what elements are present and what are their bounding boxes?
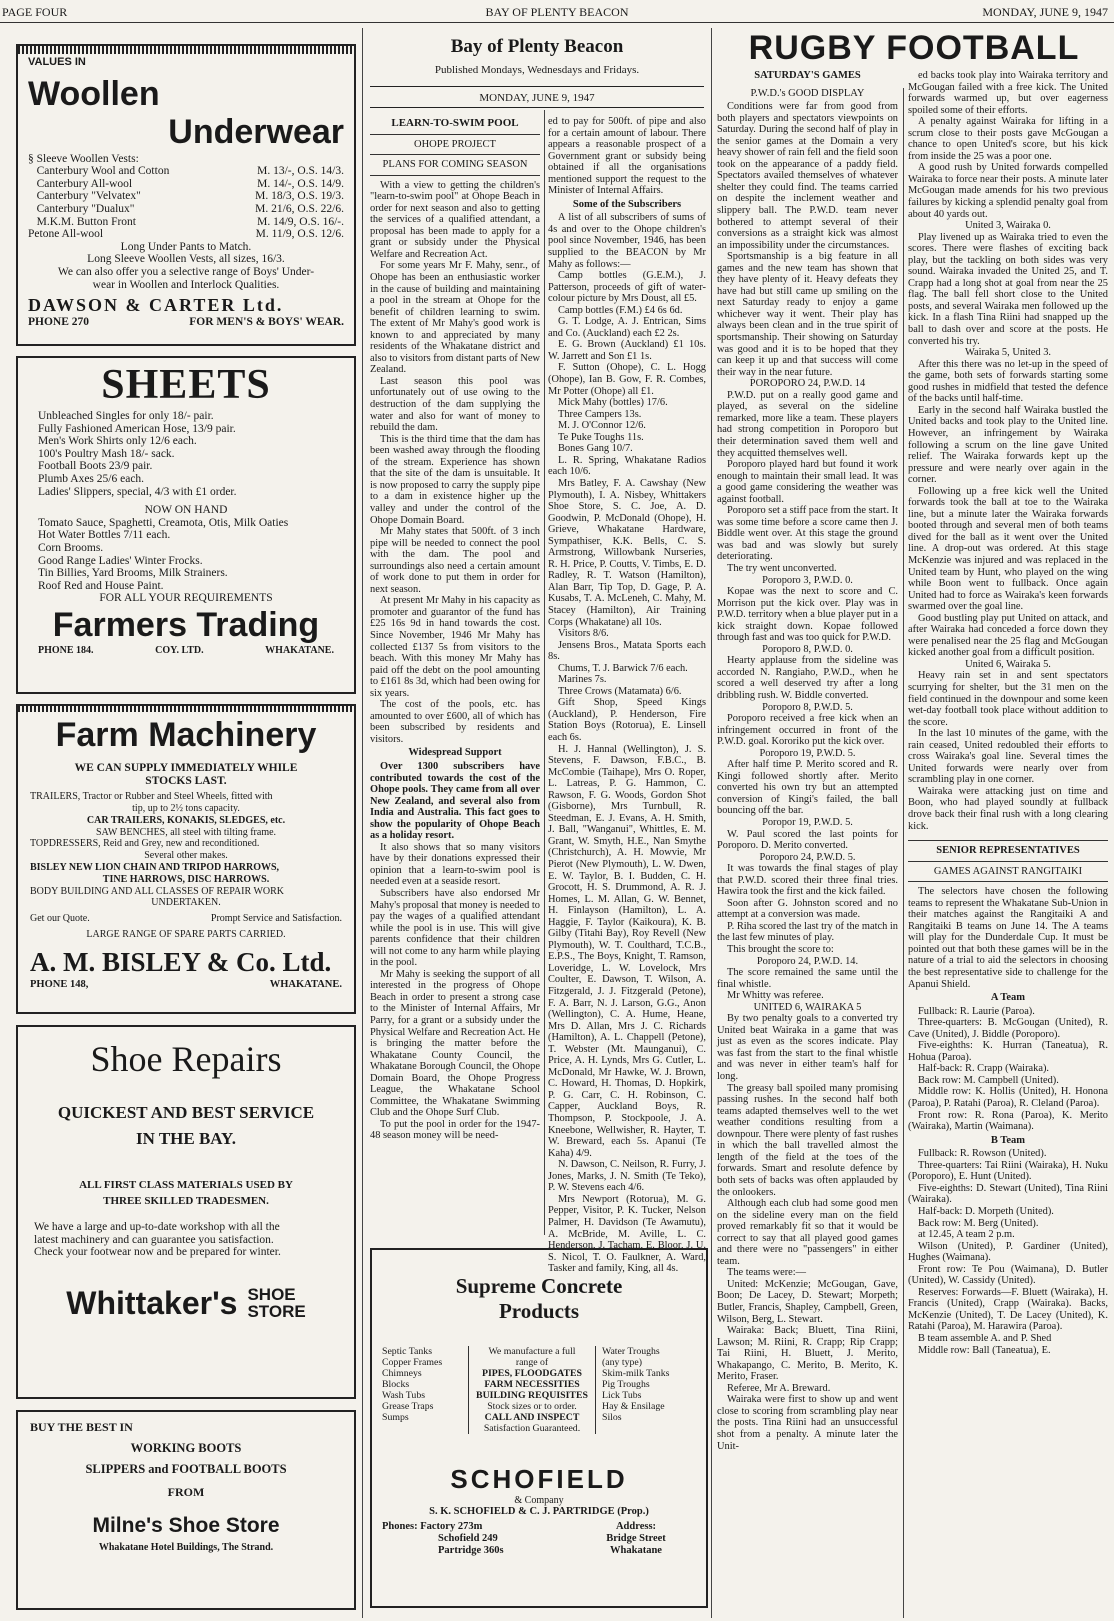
- address-line: Bridge Street: [606, 1533, 666, 1544]
- team-list: [908, 1148, 1108, 1356]
- ad-line: TRAILERS, Tractor or Rubber and Steel Wheels, fitted with: [30, 791, 273, 803]
- ad-line: 100's Poultry Mash 18/- sack.: [38, 447, 175, 460]
- article-para: Sportsmanship is a big feature in all games and the new team has shown that they have plenty of it. Heavy defeats they have had but still came up smiling on the next Saturday ready to enjoy a game whichever way it went. Their play has always been clean and in the true spirit of sportsmanship. Their showing on Saturday was good and it is to be hoped that they can keep it up and that success will come their way in the near future.: [717, 251, 898, 378]
- ad-pretitle: VALUES IN: [28, 56, 86, 68]
- ad-line: We can also offer you a selective range of Boys' Under-: [57, 265, 315, 278]
- ad-title: SHEETS: [101, 362, 271, 408]
- ad-line: Men's Work Shirts only 12/6 each.: [38, 435, 197, 448]
- score-line: United 3, Wairaka 0.: [965, 220, 1051, 232]
- article-para: It also shows that so many visitors have by their donations expressed their opinion that a learn-to-swim pool is needed even at a seaside resort.: [370, 841, 540, 888]
- column-rule: [711, 28, 712, 1618]
- score-line: Wairaka 5, United 3.: [964, 347, 1051, 359]
- milne-ad: [16, 1410, 356, 1610]
- article-para: To put the pool in order for the 1947-48 season money will be need-: [370, 1118, 540, 1142]
- price-row: [28, 165, 344, 178]
- ad-text: WORKING BOOTS: [130, 1441, 242, 1455]
- ad-line: Long Sleeve Woollen Vests, all sizes, 16/3.: [87, 253, 285, 266]
- firm-store: [247, 1286, 305, 1320]
- ad-subhead: FOR ALL YOUR REQUIREMENTS: [99, 592, 273, 605]
- ad-text: latest machinery and can guarantee you satisfaction.: [34, 1233, 274, 1246]
- ad-text: Get our Quote.: [30, 913, 90, 925]
- masthead: [370, 34, 704, 108]
- article-subhead: PLANS FOR COMING SEASON: [382, 159, 528, 171]
- firm-name: Whittaker's: [66, 1284, 238, 1321]
- firm-sub: & Company: [514, 1495, 564, 1506]
- article-body: [370, 180, 540, 746]
- article-para: In the last 10 minutes of the game, with the rain ceased, United redoubled their efforts to cross Wairaka's goal line. Several times the United forwards were nearly over from scrambling play in one corner.: [908, 728, 1108, 786]
- ad-subhead: WE CAN SUPPLY IMMEDIATELY WHILE: [74, 762, 298, 774]
- score-line: Poroporo 8, P.W.D. 5.: [762, 701, 853, 713]
- ad-text: Check your footwear now and be prepared for winter.: [34, 1246, 281, 1259]
- address-line: Whakatane: [610, 1545, 662, 1556]
- page-date: MONDAY, JUNE 9, 1947: [982, 5, 1108, 19]
- article-para: Fullback: R. Laurie (Paroa).: [918, 1005, 1035, 1017]
- team-head: B Team: [990, 1134, 1026, 1146]
- article-para: Mr Mahy is seeking the support of all interested in the progress of Ohope Beach in order to present a strong case to the Minister of Internal Affairs, Mr Parry, for a grant or a subsidy under the Physical Welfare and Recreation Act. He is bringing the matter before the Whakatane County Council, the Whakatane Borough Council, the Ohope Domain Board, the Ohope Progress League, the Whakatane School Committee, the Whakatane Swimming Club and the Ohope Surf Club.: [370, 968, 540, 1119]
- article-para: Mrs Newport (Rotorua), M. G. Pepper, Visitor, P. K. Tucker, Nelson Palmer, H. Davidson (Te Awamutu), A. McBride, M. Aville, L. C. Henderson, J. Tacham, E. Bloor, J. U. S. Nicol, T. O. Faulkner, A. Ward, Tasker and family, King, all 4s.: [548, 1193, 706, 1275]
- article-para: Wairaka: Back; Bluett, Tina Riini, Lawson; M. Riini, R. Crapp; Rip Crapp; Tai Riini, H. Bluett, J. Merito, Whakapango, C. Merito, B. Merito, K. Merito, Fraser.: [717, 1325, 898, 1383]
- ad-text: [28, 241, 344, 291]
- article-para: Camp bottles (G.E.M.), J. Patterson, proceeds of gift of water-colour picture by Mrs Doust, all £5.: [548, 270, 706, 305]
- article-para: For some years Mr F. Mahy, senr., of Ohope has been an enthusiastic worker in the cause of building and maintaining a pool in the stream at Ohope for the benefit of children learning to swim. The extent of Mr Mahy's good work is known to and appreciated by many residents of the Whakatane district and also to visitors from distant parts of New Zealand.: [370, 260, 540, 376]
- ad-text: BUY THE BEST IN: [30, 1420, 133, 1434]
- price-row: [28, 153, 344, 166]
- firm-footer: [30, 979, 342, 992]
- ad-line: wear in Woollen and Interlock Qualities.: [92, 278, 280, 291]
- article-para: Three-quarters: B. McGougan (United), R. Cave (United), J. Biddle (Poroporo).: [908, 1017, 1108, 1040]
- article-para: Over 1300 subscribers have contributed towards the cost of the Ohope pools. They came from all over New Zealand, and several also from India and Australia. This fact goes to show the popularity of Ohope Beach as a holiday resort.: [370, 760, 540, 842]
- ad-text: We have a large and up-to-date workshop with all the: [34, 1221, 280, 1233]
- product-item: Water Troughs: [602, 1346, 660, 1357]
- price-row: [28, 216, 344, 229]
- article-para: A list of all subscribers of sums of 4s and over to the Ohope children's pool since November, 1946, has been supplied to the BEACON by Mr Mahy as follows:—: [548, 212, 706, 270]
- article-para: N. Dawson, C. Neilson, R. Furry, J. Jones, Marks, J. N. Smith (Te Teko), P. W. Stevens each 4/6.: [548, 1159, 706, 1194]
- farm-machinery-ad: [16, 704, 356, 1014]
- firm-name: Farmers Trading: [52, 605, 320, 644]
- article-para: Last season this pool was unfortunately out of use owing to the destruction of the dam supplying the water and also for want of money to rebuild the dam.: [370, 375, 540, 434]
- item-name: Petone All-wool: [28, 228, 104, 241]
- section-head: Widespread Support: [408, 747, 502, 759]
- product-item: Satisfaction Guaranteed.: [483, 1423, 581, 1434]
- tagline: FOR MEN'S & BOYS' WEAR.: [189, 316, 344, 329]
- stock-list: [38, 517, 334, 593]
- ad-line: UNDERTAKEN.: [151, 897, 221, 909]
- article-para: Mr Mahy states that 500ft. of 3 inch pipe will be needed to connect the pool with the dam. The pool and surroundings also need a certain amount of work done to put them in order for next season.: [370, 526, 540, 595]
- article-para: ed to pay for 500ft. of pipe and also for a certain amount of labour. There appears a reasonable prospect of a Government grant or subsidy being obtained if all the organisations mentioned support the request to the Minister of Internal Affairs.: [548, 116, 706, 197]
- product-item: Skim-milk Tanks: [602, 1368, 670, 1379]
- article-para: H. J. Hannal (Wellington), J. S. Stevens, F. Dawson, F.B.C., B. McCombie (Taihape), Mrs O. Roper, L. Latreas, P. G. Hammon, C. Rawson, F. G. Woods, Gordon Shot (Gisborne), Mrs Turnbull, R. Steedman, E. J. Evans, A. H. Smith, J. Ball, "Wanganui", Whittles, E. M. Grant, W. Smyth, H.E., Nan Smythe (Christchurch), A. H. Mowvie, Mr Pierot (New Plymouth), L. W. Dwen, E. W. Taylor, B. I. Budden, C. H. Grocott, H. S. Drummond, A. R. J. Homes, L. M. Allan, G. W. Bennet, H. Finlayson (Hamilton), L. A. Haggie, F. Taylor (Kaikoura), K. B. Gilby (Titahi Bay), Roy Revell (New Plymouth), W. T. Coulthard, T.C.B., E.P.S., The Boys, Knight, T. Ramson, Loveridge, L. W. Lovelock, Mrs Coulter, E. Dawson, T. Wilson, A. Fitzgerald, J. J. Fitzgerald (Petone), F. A. Barr, N. J. Larson, G.G., Anon (Wellington), C. A. Hume, Heane, Mrs D. Allan, Mrs J. C. Richards (Hamilton), A. L. Chappell (Petone), T. Webster (Mt. Maunganui), C. Price, A. H. Lynds, Mrs G. Cutler, L. McDonald, Mr Hawke, W. J. Brown, C. Howard, H. Thomas, D. Hopkirk, P. G. Carr, C. H. Robinson, C. Capper, Auckland Boys, R. Thompson, P. Stockpoole, J. A. Kneebone, Wellwisher, R. Hayter, T. W. Breward, each 5s. Apanui (Te Kaha) 4/9.: [548, 743, 706, 1159]
- paper-name: BAY OF PLENTY BEACON: [485, 5, 629, 19]
- team-head: A Team: [990, 992, 1026, 1004]
- product-item: Grease Traps: [382, 1401, 434, 1412]
- article-para: The try went unconverted.: [727, 562, 837, 574]
- address: [576, 1521, 696, 1557]
- ad-text: FROM: [167, 1485, 205, 1499]
- article-para: The cost of the pools, etc. has amounted to over £600, all of which has been subscribed by residents and visitors.: [370, 699, 540, 745]
- shoe-repairs-ad: [16, 1025, 356, 1399]
- ad-title: Farm Machinery: [55, 716, 317, 754]
- firm-footer: [38, 645, 334, 658]
- article-para: Mick Mahy (bottles) 17/6.: [558, 397, 668, 409]
- ad-line: Tomato Sauce, Spaghetti, Creamota, Otis, Milk Oaties: [38, 516, 289, 529]
- article-para: Good bustling play put United on attack, and after Wairaka had conceded a force down they were penalised near the 25 flag and McGougan kicked another goal from a difficult position.: [908, 612, 1108, 659]
- ad-line: TOPDRESSERS, Reid and Grey, new and reconditioned.: [30, 838, 260, 850]
- price-row: [28, 228, 344, 241]
- article-para: The teams were:—: [727, 1267, 807, 1279]
- article-para: F. Sutton (Ohope), C. L. Hogg (Ohope), Ian B. Gow, F. R. Combes, Mr Potter (Ohope) all £1.: [548, 362, 706, 397]
- article-para: Five-eighths: K. Hurran (Taneatua), R. Hohua (Paroa).: [908, 1040, 1108, 1063]
- ad-line: Long Under Pants to Match.: [120, 240, 252, 253]
- ad-title: Supreme Concrete: [455, 1274, 623, 1298]
- phone-line: Phones: Factory 273m: [382, 1521, 483, 1532]
- item-price: M. 14/9, O.S. 16/-.: [257, 215, 344, 228]
- product-item: CALL AND INSPECT: [484, 1412, 580, 1423]
- town: WHAKATANE.: [265, 644, 334, 656]
- product-item: Silos: [602, 1412, 622, 1423]
- masthead-date: MONDAY, JUNE 9, 1947: [479, 92, 595, 104]
- article-para: Three-quarters: Tai Riini (Wairaka), H. Nuku (Poroporo), E. Hunt (United).: [908, 1159, 1108, 1183]
- product-list: [598, 1346, 696, 1434]
- item-price: M. 13/-, O.S. 14/3.: [257, 165, 344, 178]
- article-para: Poroporo played hard but found it work enough to maintain their small lead. It was a good game considering the weather was against football.: [717, 459, 898, 505]
- article-para: Back row: M. Berg (United).: [918, 1217, 1039, 1229]
- article-para: ed backs took play into Wairaka territory and McGougan failed with a free kick. The United forwards warmed up, but over eagerness spoiled some of their efforts.: [908, 70, 1108, 116]
- article-para: This brought the score to:: [727, 944, 834, 956]
- product-item: Septic Tanks: [382, 1346, 433, 1357]
- article-para: L. R. Spring, Whakatane Radios each 10/6.: [548, 454, 706, 478]
- item-name: Canterbury All-wool: [28, 177, 133, 190]
- article-para: Marines 7s.: [558, 674, 607, 686]
- rule: [370, 134, 540, 135]
- store-word: SHOE: [247, 1285, 296, 1305]
- item-price: M. 11/9, O.S. 12/6.: [255, 228, 344, 241]
- article-para: A penalty against Wairaka for lifting in a scrum close to their posts gave McGougan a chance to open United's score, but his kick from inside the 25 was a poor one.: [908, 116, 1108, 162]
- score-line: POROPORO 24, P.W.D. 14: [749, 378, 866, 390]
- article-para: E. G. Brown (Auckland) £1 10s. W. Jarrett and Son £1 1s.: [548, 339, 706, 362]
- score-line: United 6, Wairaka 5.: [965, 658, 1051, 670]
- product-item: Copper Frames: [382, 1357, 443, 1368]
- ad-line: Corn Brooms.: [38, 541, 104, 554]
- ad-line: SAW BENCHES, all steel with tilting frame.: [95, 826, 277, 838]
- article-para: Front row: R. Rona (Paroa), K. Merito (Wairaka), Martin (Waimana).: [908, 1109, 1108, 1133]
- price-list: [28, 153, 344, 241]
- phone: PHONE 148,: [30, 978, 89, 990]
- ad-subhead: QUICKEST AND BEST SERVICE: [57, 1103, 315, 1122]
- article-para: G. T. Lodge, A. J. Entrican, Sims and Co. (Auckland) each £2 2s.: [548, 316, 706, 339]
- product-list: [382, 1346, 466, 1434]
- phone-line: Schofield 249: [438, 1533, 498, 1544]
- ad-line: BODY BUILDING AND ALL CLASSES OF REPAIR WORK: [30, 885, 285, 897]
- article-headline: LEARN-TO-SWIM POOL: [391, 117, 519, 129]
- masthead-subtitle: Published Mondays, Wednesdays and Fridays.: [434, 64, 640, 76]
- ad-line: Hot Water Bottles 7/11 each.: [38, 529, 171, 542]
- product-list: [30, 791, 342, 941]
- team-list: [908, 1006, 1108, 1133]
- ad-line: Several other makes.: [144, 850, 228, 862]
- swim-article-col1: [370, 116, 540, 1142]
- article-para: It was towards the final stages of play that P.W.D. scored their three final tries. Hawira took the first and the kick failed.: [717, 863, 898, 898]
- article-para: Te Puke Toughs 11s.: [558, 431, 644, 443]
- article-para: Conditions were far from good from both players and spectators viewpoints on Saturday. During the second half of play in the senior games at the Domain a very heavy shower of rain fell and the field soon took on the appearance of a paddy field. Spectators availed themselves of whatever shelter they could find. The teams carried on despite the inclement weather and slippery ball. The P.W.D. team never bothered to attempt several of their conversions as a straight kick was almost an impossibility under the circumstances.: [717, 101, 898, 251]
- rugby-col1: [717, 68, 898, 1452]
- concrete-ad: [370, 1248, 708, 1608]
- ad-line: TINE HARROWS, DISC HARROWS.: [102, 873, 270, 885]
- product-item: Wash Tubs: [382, 1390, 426, 1401]
- product-item: Blocks: [382, 1379, 410, 1390]
- phones: [382, 1521, 542, 1557]
- phone: PHONE 270: [28, 316, 90, 329]
- phone: PHONE 184.: [38, 644, 94, 656]
- item-name: § Sleeve Woollen Vests:: [28, 152, 139, 165]
- article-para: Mrs Batley, F. A. Cawshay (New Plymouth), I. A. Nisbey, Whittakers Shoe Store, S. C. Joe, A. D. Goodwin, P. McDonald (Ohope), H. Grieve, Whakatane Hardware, Sympathiser, K.K. Bells, C. S. Armstrong, Willowbank Nurseries, R. H. Price, P. Coutts, V. Timbs, E. D. Radley, R. T. Watson (Hamilton), Alan Barr, Tip Top, D. Gage, P. A. Kusabs, T. A. McLeneh, C. Mahy, M. Stacey (Hamilton), Air Training Corps (Whakatane) all 10s.: [548, 477, 706, 628]
- ad-title-2: Products: [498, 1299, 580, 1323]
- hatched-top: [18, 46, 354, 54]
- column-rule: [362, 28, 363, 1618]
- store-word: STORE: [247, 1302, 306, 1322]
- article-para: Wilson (United), P. Gardiner (United), Hughes (Waimana).: [908, 1240, 1108, 1264]
- ad-text: ALL FIRST CLASS MATERIALS USED BY: [79, 1179, 293, 1191]
- firm-address: Whakatane Hotel Buildings, The Strand.: [98, 1542, 274, 1553]
- score-line: Poroporo 19, P.W.D. 5.: [759, 747, 856, 759]
- article-para: With a view to getting the children's "learn-to-swim pool" at Ohope Beach in order for next season and also to getting the services of a qualified attendant, a proposal has been made to apply for a grant or subsidy under the Physical Welfare and Recreation Act.: [370, 179, 540, 260]
- item-price: M. 18/3, O.S. 19/3.: [255, 190, 344, 203]
- article-subhead: SATURDAY'S GAMES: [754, 70, 861, 81]
- article-body: [548, 212, 706, 1274]
- article-para: At present Mr Mahy in his capacity as promoter and guarantor of the fund has £25 16s 9d in hand towards the cost. Since November, 1946 Mr Mahy has collected £137 5s from visitors to the beach. With this money Mr Mahy has paid off the debt on the pool amounting to £161 8s 3d, which had been owing for six years.: [370, 595, 540, 699]
- article-para: Wairaka were attacking just on time and Boon, who had played soundly at fullback drove back their final rush with a long clearing kick.: [908, 785, 1108, 832]
- ad-title: Woollen: [28, 74, 160, 113]
- score-line: UNITED 6, WAIRAKA 5: [753, 1001, 862, 1013]
- ad-line: BISLEY NEW LION CHAIN AND TRIPOD HARROWS,: [30, 861, 280, 873]
- article-para: By two penalty goals to a converted try United beat Wairaka in a game that was just as even as the scores indicate. Play was fast from the start to the final whistle and was never in either team's half for long.: [717, 1013, 898, 1083]
- article-para: Poroporo received a free kick when an infringement occurred in front of the P.W.D. goal. Kororiko put the kick over.: [717, 713, 898, 748]
- firm-footer: [28, 316, 344, 329]
- article-para: at 12.45, A team 2 p.m.: [918, 1229, 1015, 1241]
- score-line: Poroporo 8, P.W.D. 0.: [762, 643, 853, 655]
- article-para: Gift Shop, Speed Kings (Auckland), P. Henderson, Fire Station Boys (Rotorua), E. Linsell each 6s.: [548, 697, 706, 743]
- ad-title: Shoe Repairs: [90, 1039, 282, 1079]
- ad-subhead: IN THE BAY.: [135, 1129, 236, 1148]
- firm-block: [34, 1285, 338, 1322]
- article-para: Middle row: K. Hollis (United), H. Honona (Paroa), P. Ratahi (Paroa), R. Cleland (Paroa).: [908, 1086, 1108, 1110]
- contact-block: [382, 1521, 696, 1557]
- column-rule: [544, 110, 545, 1235]
- section-head: SENIOR REPRESENTATIVES: [936, 845, 1080, 857]
- ad-line: Roof Red and House Paint.: [38, 579, 164, 592]
- article-para: Back row: M. Campbell (United).: [918, 1074, 1059, 1086]
- article-para: Heavy rain set in and sent spectators scurrying for shelter, but the 31 men on the field continued in the downpour and some keen wet-day football took place without addition to the score.: [908, 670, 1108, 728]
- article-subhead: OHOPE PROJECT: [414, 138, 496, 150]
- product-item: Hay & Ensilage: [602, 1401, 665, 1412]
- phone-line: Partridge 360s: [438, 1545, 504, 1556]
- rule: [908, 861, 1108, 862]
- item-price: M. 14/-, O.S. 14/9.: [257, 177, 344, 190]
- sheets-ad: [16, 356, 356, 694]
- article-para: Referee, Mr A. Breward.: [727, 1382, 831, 1394]
- price-row: [28, 190, 344, 203]
- product-item: We manufacture a full: [488, 1346, 576, 1357]
- article-para: Reserves: Forwards—F. Bluett (Wairaka), H. Francis (United), Crapp (Wairaka). Backs, McKenzie (United), T. De Lacey (United), K. Ratahi (Paroa), M. Harawira (Paroa).: [908, 1286, 1108, 1333]
- masthead-title: Bay of Plenty Beacon: [450, 36, 624, 57]
- ad-text: Prompt Service and Satisfaction.: [210, 913, 342, 925]
- article-para: After this there was no let-up in the speed of the game, both sets of forwards starting some good rushes in midfield that tested the defence of the backs until half-time.: [908, 358, 1108, 405]
- product-item: PIPES, FLOODGATES: [482, 1368, 582, 1379]
- article-para: Following up a free kick well the United forwards took the ball at toe to the Wairaka line, but a minute later the Wairaka forwards booted through and several men of both teams dived for the ball as it went over the United line. A drop-out was ordered. At this stage McKenzie was injured and was replaced in the United team by Hunt, who played on the wing while Boon went to fullback. Once again United had to force as Wairaka's keen forwards swarmed over the goal line.: [908, 485, 1108, 613]
- article-title: RUGBY FOOTBALL: [748, 29, 1080, 67]
- score-line: Poroporo 24, P.W.D. 5.: [759, 851, 856, 863]
- rugby-col2: [908, 70, 1108, 1356]
- score-line: Poropor 19, P.W.D. 5.: [762, 817, 853, 828]
- ad-line: CAR TRAILERS, KONAKIS, SLEDGES, etc.: [86, 814, 286, 826]
- article-body: [908, 70, 1108, 832]
- article-para: Three Crows (Matamata) 6/6.: [558, 685, 682, 697]
- article-para: Jensens Bros., Matata Sports each 8s.: [548, 639, 706, 663]
- ad-subhead: STOCKS LAST.: [145, 774, 227, 787]
- product-item: Lick Tubs: [602, 1390, 642, 1401]
- article-para: Three Campers 13s.: [558, 408, 642, 420]
- article-para: Five-eighths: D. Stewart (United), Tina Riini (Wairaka).: [908, 1182, 1108, 1206]
- product-item: range of: [515, 1357, 549, 1368]
- item-name: M.K.M. Button Front: [28, 215, 136, 228]
- ad-text: THREE SKILLED TRADESMEN.: [103, 1195, 269, 1207]
- article-para: Wairaka were first to show up and went close to scoring from scrambling play near the posts. Tina Riini had an unsuccessful shot from a penalty. A minute later the Unit-: [717, 1394, 898, 1452]
- article-para: The selectors have chosen the following teams to represent the Whakatane Sub-Union in their matches against the Rangitaiki A and Rangitaiki B teams on June 14. The A teams will play for the Dunderdale Cup. It must be pointed out that both these games will be in the nature of a trial to aid the selectors in choosing the best representative side to challenge for the Apanui Shield.: [908, 886, 1108, 990]
- article-para: Middle row: Ball (Taneatua), E.: [918, 1344, 1051, 1356]
- article-body: [717, 101, 898, 1452]
- price-list: [38, 410, 334, 498]
- ad-line: tip, up to 2½ tons capacity.: [132, 802, 240, 814]
- article-para: Visitors 8/6.: [558, 628, 609, 640]
- rugby-article: [717, 28, 1111, 68]
- rule: [908, 881, 1108, 882]
- rule: [908, 840, 1108, 841]
- article-para: Chums, T. J. Barwick 7/6 each.: [558, 662, 688, 674]
- article-para: P. Riha scored the last try of the match in the last few minutes of play.: [717, 920, 898, 944]
- address-line: Address:: [615, 1521, 657, 1532]
- section-head: GAMES AGAINST RANGITAIKI: [933, 865, 1083, 877]
- town: WHAKATANE.: [269, 978, 342, 990]
- item-name: Canterbury "Dualux": [28, 202, 135, 215]
- article-subhead: P.W.D.'s GOOD DISPLAY: [750, 87, 865, 99]
- article-para: Camp bottles (F.M.) £4 6s 6d.: [558, 304, 683, 316]
- article-para: M. J. O'Connor 12/6.: [558, 420, 646, 432]
- firm-name: DAWSON & CARTER Ltd.: [28, 295, 284, 316]
- proprietors: S. K. SCHOFIELD & C. J. PARTRIDGE (Prop.): [429, 1506, 649, 1517]
- page-label: PAGE FOUR: [2, 5, 68, 19]
- article-para: Hearty applause from the sideline was accorded N. Rangiaho, P.W.D., when he scored a well deserved try after a long dribbling rush. W. Biddle converted.: [717, 655, 898, 701]
- ad-line: [30, 913, 342, 925]
- article-para: Soon after G. Johnston scored and no attempt at a conversion was made.: [717, 897, 898, 921]
- product-list: [468, 1346, 596, 1434]
- article-para: Half-back: D. Morpeth (United).: [918, 1205, 1054, 1217]
- article-para: Fullback: R. Rowson (United).: [918, 1148, 1047, 1160]
- ad-line: Plumb Axes 25/6 each.: [38, 472, 145, 485]
- article-para: The greasy ball spoiled many promising passing rushes. In the second half both teams adapted themselves well to the wet weather conditions resulting from a downpour. There were plenty of fast rushes in which the ball travelled almost the length of the field at the toes of the forwards. Smart and resolute defence by both sets of backs was often applauded by the onlookers.: [717, 1082, 898, 1198]
- firm-name: A. M. BISLEY & Co. Ltd.: [30, 946, 332, 977]
- woollen-ad: [16, 44, 356, 346]
- rule: [370, 154, 540, 155]
- article-para: Poroporo set a stiff pace from the start. It was some time before a score came then J. Biddle went over. At this stage the ground was bad and was slowly but surely deteriorating.: [717, 505, 898, 563]
- product-columns: [382, 1346, 696, 1434]
- score-line: Poroporo 3, P.W.D. 0.: [762, 574, 853, 586]
- firm-name: SCHOFIELD: [450, 1464, 628, 1494]
- ad-line: Unbleached Singles for only 18/- pair.: [38, 410, 214, 422]
- article-para: Early in the second half Wairaka bustled the United backs and took play to the United line. However, an infringement by Wairaka following a scrum on the line gave United relief. The Wairaka forwards kept up the pressure and were nearly over again in the corner.: [908, 404, 1108, 486]
- rule: [370, 175, 540, 176]
- score-line: Poroporo 24, P.W.D. 14.: [756, 955, 859, 967]
- firm-name: Milne's Shoe Store: [92, 1514, 280, 1537]
- product-item: BUILDING REQUISITES: [476, 1390, 588, 1401]
- article-para: The score remained the same until the final whistle.: [717, 967, 898, 990]
- article-para: Subscribers have also endorsed Mr Mahy's proposal that money is needed to pay the wages of a qualified attendant while the pool is in use. This will give parents confidence that their children will not come to any harm while playing in the pool.: [370, 888, 540, 969]
- ad-line: Good Range Ladies' Winter Frocks.: [38, 554, 203, 567]
- article-para: Play livened up as Wairaka tried to even the scores. There were flashes of exciting back play, but the tackling on both sides was very sound. Wairaka invaded the United 25, and T. Crapp had a long shot at goal from near the 25 flag. The ball fell short close to the United posts, and several Wairaka men followed up the kick. In a flash Tina Riini had snapped up the ball to dash over and score at the posts. He converted his try.: [908, 231, 1108, 347]
- article-para: United: McKenzie; McGougan, Gave, Boon; De Lacey, D. Stewart; Morpeth; Butler, Francis, Shapley, Campbell, Green, Wilson, Berg, L. Stewart.: [717, 1278, 898, 1325]
- item-price: M. 21/6, O.S. 22/6.: [255, 202, 344, 215]
- column-rule: [903, 88, 904, 1618]
- article-para: A good rush by United forwards compelled Wairaka to force near their posts. A minute later McGougan made amends for his two previous failures by kicking a splendid penalty goal from about 40 yards out.: [908, 162, 1108, 220]
- article-para: Kopae was the next to score and C. Morrison put the kick over. Play was in P.W.D. territory when a blue player put in a kick straight down. Kopae followed through fast and was too quick for P.W.D.: [717, 586, 898, 644]
- item-name: Canterbury "Velvatex": [28, 190, 141, 203]
- ad-line: Ladies' Slippers, special, 4/3 with £1 order.: [38, 485, 237, 498]
- item-name: Canterbury Wool and Cotton: [28, 165, 170, 178]
- ad-line: Fully Fashioned American Hose, 13/9 pair.: [38, 422, 236, 435]
- product-item: FARM NECESSITIES: [484, 1379, 580, 1390]
- ad-line: Tin Billies, Yard Brooms, Milk Strainers.: [38, 567, 228, 580]
- product-item: Pig Troughs: [602, 1379, 650, 1390]
- ad-title-2: Underwear: [168, 112, 344, 151]
- article-para: Mr Whitty was referee.: [727, 990, 824, 1002]
- masthead-dateline: [370, 86, 704, 108]
- article-body: [370, 842, 540, 1142]
- product-item: Stock sizes or to order.: [487, 1401, 577, 1412]
- company: COY. LTD.: [155, 644, 204, 656]
- article-para: B team assemble A. and P. Shed: [918, 1332, 1052, 1344]
- article-para: P.W.D. put on a really good game and played, as several on the sideline remarked, more like a team. These players had strong competition in Poroporo but their determination saved them well and they acquitted themselves well.: [717, 389, 898, 459]
- ad-text: SLIPPERS and FOOTBALL BOOTS: [85, 1462, 287, 1476]
- article-para: After half time P. Merito scored and R. Kingi followed shortly after. Merito converted his own try but an attempted conversion of Kingi's failed, the ball bouncing off the bar.: [717, 759, 898, 817]
- product-item: Sumps: [382, 1412, 409, 1423]
- ad-line: LARGE RANGE OF SPARE PARTS CARRIED.: [86, 928, 286, 940]
- article-para: Half-back: R. Crapp (Wairaka).: [918, 1063, 1050, 1075]
- swim-article-col2: [548, 116, 706, 1275]
- page-header: [0, 0, 1114, 24]
- ad-subhead: NOW ON HAND: [144, 504, 228, 517]
- article-para: Front row: Te Pou (Waimana), D. Butler (United), W. Cassidy (United).: [908, 1263, 1108, 1287]
- price-row: [28, 178, 344, 191]
- product-item: (any type): [602, 1357, 642, 1368]
- article-para: Bones Gang 10/7.: [558, 443, 633, 455]
- header-rule: [0, 22, 1114, 23]
- price-row: [28, 203, 344, 216]
- article-para: W. Paul scored the last points for Poroporo. D. Merito converted.: [717, 828, 898, 852]
- article-para: This is the third time that the dam has been washed away through the flooding of the stream. Experience has shown that the site of the dam is unsuitable. It is now proposed to carry the supply pipe to a dam in existence higher up the valley and under the control of the Ohope Domain Board.: [370, 433, 540, 526]
- product-item: Chimneys: [382, 1368, 422, 1379]
- ad-line: Football Boots 23/9 pair.: [38, 460, 153, 473]
- article-para: Although each club had some good men on the sideline every man on the field proved remarkably fit so that it would be correct to say that all played good games and there were no "passengers" in either team.: [717, 1198, 898, 1267]
- section-head: Some of the Subscribers: [572, 198, 682, 210]
